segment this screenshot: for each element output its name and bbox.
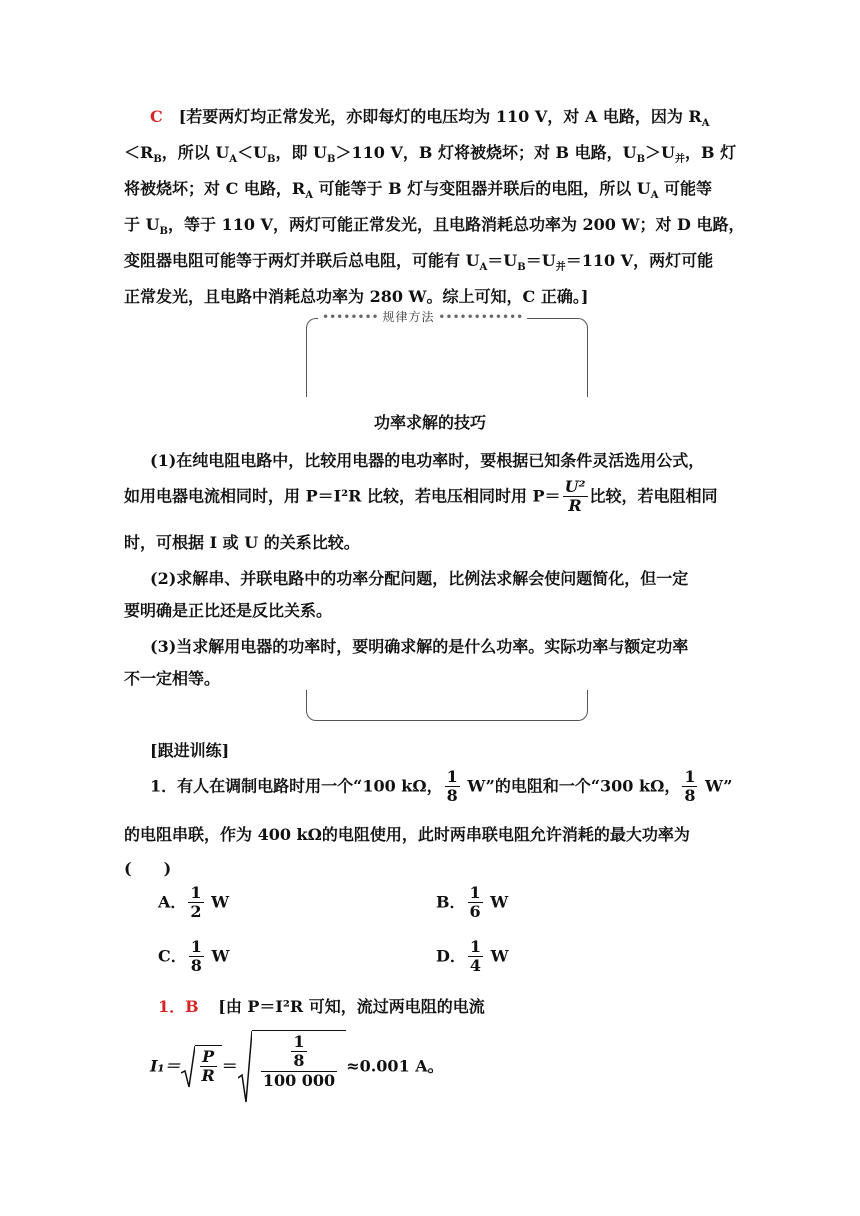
answer-line-4: 于 $U_B$，等于 110 V，两灯可能正常发光，且电路消耗总功率为 200 W；对 D 电路，	[124, 215, 745, 238]
method-p3-line2: 不一定相等。	[124, 669, 221, 688]
method-p1-line2: 如用电器电流相同时，用 P＝I²R 比较，若电压相同时用 P＝ $\frac{\text{U²}}{R}$ 比较，若电阻相同	[124, 477, 718, 516]
answer-line-5: 变阻器电阻可能等于两灯并联后总电阻，可能有 $U_A=U_B=U_并=110$ V，两灯可能	[124, 251, 714, 274]
solution-formula: I₁＝ $\frac{P}{R}$ ＝ $\frac{\frac{1}{8}}{100 000}$ ≈0.001 A。	[150, 1030, 444, 1104]
method-p1-line3: 时，可根据 I 或 U 的关系比较。	[124, 533, 360, 552]
option-c: C． $\frac{1}{8}$ W	[158, 937, 230, 976]
question-1-line2: 的电阻串联，作为 400 kΩ的电阻使用，此时两串联电阻允许消耗的最大功率为	[124, 825, 690, 844]
method-title: 功率求解的技巧	[373, 413, 486, 432]
solution-number: 1．B	[158, 997, 199, 1016]
option-a: A． $\frac{1}{2}$ W	[158, 883, 230, 922]
option-b: B． $\frac{1}{6}$ W	[436, 883, 509, 922]
question-1-line1: 1．有人在调制电路时用一个“100 kΩ， $\frac{1}{8}$ W”的电阻和一个“300 kΩ， $\frac{1}{8}$ W”	[150, 767, 733, 806]
method-p1-line1: (1)在纯电阻电路中，比较用电器的电功率时，要根据已知条件灵活选用公式，	[150, 451, 705, 470]
fraction-1-8-a: $\frac{1}{8}$	[446, 767, 458, 806]
fraction-1-8-b: $\frac{1}{8}$	[684, 767, 696, 806]
method-box-top-frame	[306, 318, 588, 397]
method-box-bottom-frame	[306, 690, 588, 721]
answer-line-6: 正常发光，且电路中消耗总功率为 280 W。综上可知，C 正确。]	[124, 287, 589, 306]
answer-line-3: 将被烧坏；对 C 电路，$R_A$ 可能等于 B 灯与变阻器并联后的电阻，所以 $U_A$ 可能等	[124, 179, 713, 202]
practice-header: [跟进训练]	[150, 741, 230, 760]
method-p2-line1: (2)求解串、并联电路中的功率分配问题，比例法求解会使问题简化，但一定	[150, 569, 689, 588]
question-1-line3: ( )	[124, 859, 172, 878]
solution-line: 1．B [由 P＝I²R 可知，流过两电阻的电流	[158, 997, 485, 1016]
method-p2-line2: 要明确是正比还是反比关系。	[124, 601, 333, 620]
option-d: D． $\frac{1}{4}$ W	[436, 937, 509, 976]
method-p3-line1: (3)当求解用电器的功率时，要明确求解的是什么功率。实际功率与额定功率	[150, 637, 689, 656]
method-box-label: •••••••• 规律方法 ••••••••••••	[318, 308, 527, 325]
answer-line-1: C [若要两灯均正常发光，亦即每灯的电压均为 110 V，对 A 电路，因为 $R_A$	[150, 107, 710, 130]
fraction-u2-over-r: $\frac{\text{U²}}{R}$	[564, 477, 586, 516]
answer-line-2: $<R_B$，所以 $U_A<U_B$，即 $U_B>110$ V，B 灯将被烧坏；对 B 电路，$U_B>U_并$，B 灯	[124, 143, 737, 166]
answer-letter: C	[150, 107, 163, 126]
